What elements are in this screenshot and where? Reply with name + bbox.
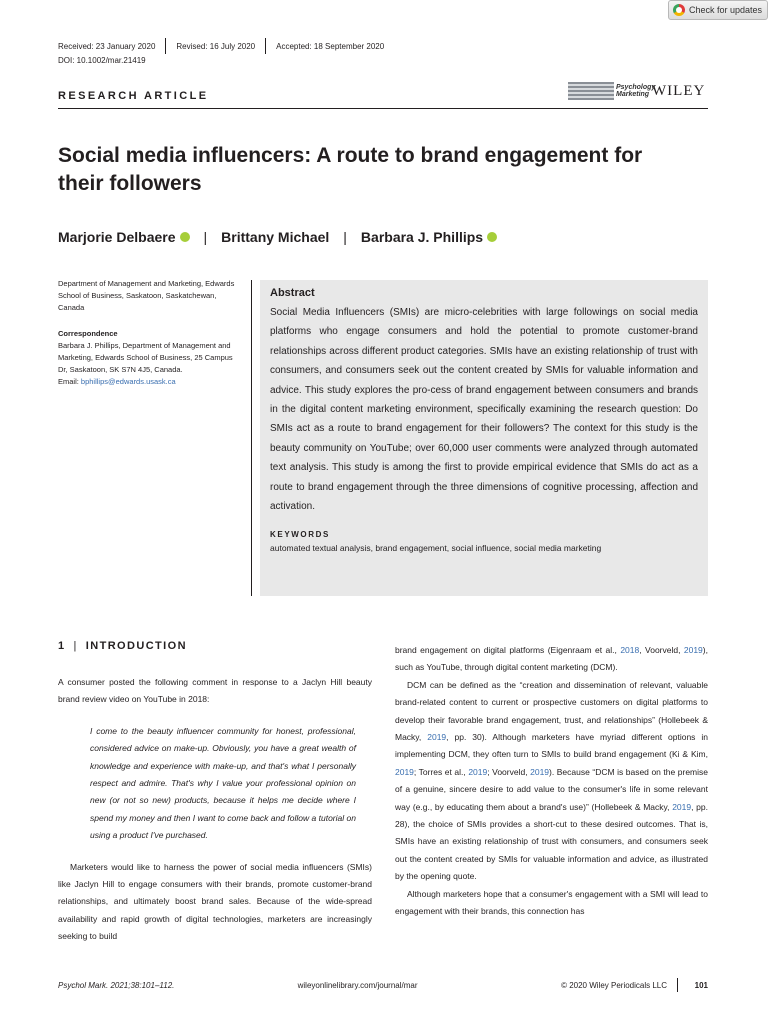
text-run: ; Voorveld, [487,766,531,777]
section-separator: | [73,640,78,652]
accepted-date: Accepted: 18 September 2020 [276,41,385,51]
citation-link[interactable]: 2019 [672,801,692,812]
paragraph [395,677,708,886]
text-run: ), such as YouTube, through digital content marketing (DCM). [395,645,708,673]
abstract-box [260,280,708,596]
affiliation-department: Department of Management and Marketing, Edwards School of Business, Saskatoon, Saskatchewan, Canada [58,279,235,312]
text-run: ). Because “DCM is based on the premise of a genuine, sincere desire to add value to the consumer's life in some relevant way (e.g., by educating them about a brand's use)” (Hollebeek & Macky, [395,766,709,812]
paragraph: Marketers would like to harness the power of social media influencers (SMIs) like Jaclyn Hill to engage consumers with their brands, promote customer-brand relationships, and ultimately boost brand sales. Because of the wide-spread availability and rapid growth of digital technologies, marketers are increasingly seeking to build [58,861,372,942]
revised-date: Revised: 16 July 2020 [176,41,256,51]
email-label: Email: [58,377,81,386]
citation-link[interactable]: 2019 [395,766,414,777]
page-number: 101 [694,980,709,990]
date-divider [265,38,266,54]
footer-copyright: © 2020 Wiley Periodicals LLC [561,980,668,990]
abstract-text: Social Media Influencers (SMIs) are micro-celebrities with large followings on social media platforms who engage consumers and hold the potential to promote customer-brand relationships across different product categories. SMIs have an existing relationship of trust with consumers, and consumers seek out the content created by SMIs for valuable information and advice. This study explores the pro-cess of brand engagement between consumers and brands in the digital content marketing environment, specifically examining the research question: Do SMIs act as a route to brand engagement for their followers? The context for this study is the beauty community on YouTube; over 60,000 user comments were analyzed through automated text analysis. This study is among the first to provide empirical evidence that SMIs do act as a route to brand engagement through the three dimensions of cognitive processing, affection and activation. [270,307,698,513]
doi: DOI: 10.1002/mar.21419 [58,56,146,65]
correspondence-heading: Correspondence [58,329,118,338]
citation-link[interactable]: 2019 [468,766,488,777]
email-line [58,376,243,388]
text-run: , Voorveld, [639,645,684,655]
section-title: INTRODUCTION [85,640,187,652]
section-number: 1 [58,640,66,652]
logo-journal-line1: Psychology [616,84,656,91]
publisher-logo: WILEY [652,82,706,99]
author-name[interactable]: Barbara J. Phillips [360,229,484,245]
keywords-text: automated textual analysis, brand engagement, social influence, social media marketing [270,543,602,554]
citation-link[interactable]: 2019 [530,766,550,777]
citation-link[interactable]: 2019 [427,732,447,743]
text-run: ; Torres et al., [413,766,469,777]
paragraph [395,642,708,677]
citation-link[interactable]: 2019 [683,645,703,655]
header-rule [58,108,708,109]
section-heading [58,640,372,652]
paragraph: A consumer posted the following comment in response to a Jaclyn Hill beauty brand review video on YouTube in 2018: [58,677,372,705]
author-separator: | [203,229,208,245]
body-column-right [395,642,708,921]
author-separator: | [343,229,347,245]
column-divider [251,280,252,596]
abstract-heading: Abstract [270,287,315,299]
orcid-icon[interactable] [487,232,497,242]
article-title: Social media influencers: A route to brand engagement for their followers [58,144,643,195]
author-name[interactable]: Brittany Michael [221,229,330,245]
author-name[interactable]: Marjorie Delbaere [58,229,176,245]
author-list [58,229,497,245]
citation-link[interactable]: 2018 [620,645,640,655]
text-run: brand engagement on digital platforms (Eigenraam et al., [395,645,621,655]
check-for-updates-button[interactable] [668,0,768,20]
crossmark-icon [673,4,685,16]
article-dates [58,38,384,54]
text-run: , pp. 28), the choice of SMIs provides a short-cut to these desired outcomes. That is, SMIs have an existing relationship of trust with consumers, and consumers seek out the content created by SMIs for valuable information and advice, as illustrated by the opening quote. [395,801,708,882]
body-column-left [58,640,372,946]
date-divider [165,38,166,54]
footer-site-link[interactable]: wileyonlinelibrary.com/journal/mar [297,980,418,990]
check-for-updates-label: Check for updates [689,5,763,15]
page-footer [58,978,708,992]
keywords-heading: KEYWORDS [270,530,330,540]
footer-divider [677,978,678,992]
paragraph: Although marketers hope that a consumer's engagement with a SMI will lead to engagement with their brands, this connection has [395,888,708,917]
affiliation-block [58,278,243,388]
journal-logo-text [616,84,656,98]
correspondence-text: Barbara J. Phillips, Department of Management and Marketing, Edwards School of Business, 25 Campus Dr, Saskatoon, SK S7N 4J5, Canada. [58,341,233,374]
text-run: DCM can be defined as the “creation and dissemination of relevant, valuable brand-related content to current or prospective customers on digital platforms to develop their favorable brand engagement, trust, and relationships” (Hollebeek & Macky, [395,679,708,743]
logo-journal-line2: Marketing [616,91,650,98]
email-link[interactable]: bphillips@edwards.usask.ca [80,377,176,386]
footer-journal: Psychol Mark. 2021;38:101–112. [58,980,175,990]
journal-logo [568,82,705,100]
text-run: , pp. 30). Although marketers have myriad different options in implementing DCM, they often turn to SMIs to build brand engagement (Ki & Kim, [395,732,708,760]
section-label: RESEARCH ARTICLE [58,90,209,102]
received-date: Received: 23 January 2020 [58,41,156,51]
journal-logo-mark-icon [568,82,614,100]
block-quote: I come to the beauty influencer community for honest, professional, considered advice on make-up. Obviously, you have a great wealth of knowledge and experience with make-up, and that's what I personally respect and admire. That's why I value your professional opinion on new (or not so new) products, because it helps me decide where I spend my money and then I want to come back and follow a tutorial on using a product I've purchased. [90,725,356,841]
orcid-icon[interactable] [180,232,190,242]
